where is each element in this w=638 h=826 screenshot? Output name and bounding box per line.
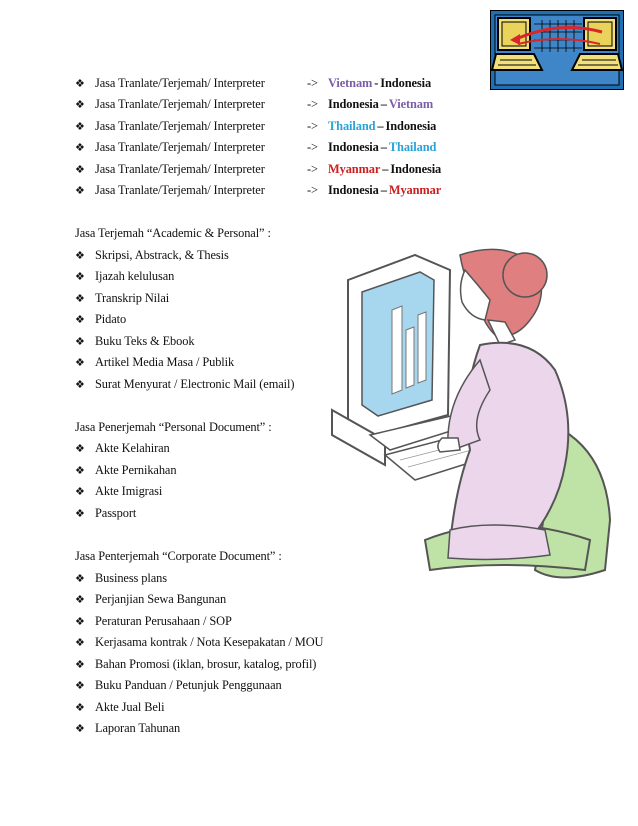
list-item bbox=[75, 245, 229, 265]
arrow-text: -> bbox=[307, 162, 318, 176]
bullet-diamond-icon: ❖ bbox=[75, 723, 85, 735]
list-item-label: Bahan Promosi (iklan, brosur, katalog, profil) bbox=[95, 657, 317, 671]
bullet-diamond-icon: ❖ bbox=[75, 121, 85, 133]
language-to: Vietnam bbox=[388, 97, 434, 111]
list-item-label: Business plans bbox=[95, 571, 167, 585]
list-item bbox=[75, 481, 162, 501]
bullet-diamond-icon: ❖ bbox=[75, 336, 85, 348]
list-item bbox=[75, 632, 323, 652]
language-from: Thailand bbox=[328, 119, 376, 133]
list-item-label: Akte Pernikahan bbox=[95, 463, 177, 477]
language-from: Myanmar bbox=[328, 162, 381, 176]
list-item-label: Pidato bbox=[95, 312, 127, 326]
bullet-diamond-icon: ❖ bbox=[75, 659, 85, 671]
section-heading-corporate-document: Jasa Penterjemah “Corporate Document” : bbox=[75, 549, 282, 563]
list-item bbox=[75, 718, 180, 738]
language-to: Thailand bbox=[388, 140, 437, 154]
translation-pair-row bbox=[75, 137, 436, 157]
bullet-diamond-icon: ❖ bbox=[75, 142, 85, 154]
separator: – bbox=[377, 119, 384, 133]
list-item-label: Buku Teks & Ebook bbox=[95, 334, 195, 348]
language-from: Vietnam bbox=[328, 76, 373, 90]
list-item bbox=[75, 675, 282, 695]
arrow-text: -> bbox=[307, 119, 318, 133]
translation-pair-row bbox=[75, 73, 431, 93]
list-item bbox=[75, 589, 226, 609]
bullet-diamond-icon: ❖ bbox=[75, 271, 85, 283]
list-item bbox=[75, 697, 165, 717]
language-to: Indonesia bbox=[390, 162, 442, 176]
language-to: Indonesia bbox=[385, 119, 437, 133]
bullet-diamond-icon: ❖ bbox=[75, 508, 85, 520]
list-item bbox=[75, 503, 136, 523]
bullet-diamond-icon: ❖ bbox=[75, 637, 85, 649]
list-item bbox=[75, 460, 176, 480]
list-item-label: Surat Menyurat / Electronic Mail (email) bbox=[95, 377, 295, 391]
translation-pair-row bbox=[75, 159, 441, 179]
list-item-label: Artikel Media Masa / Publik bbox=[95, 355, 235, 369]
computers-exchange-clipart-icon bbox=[490, 10, 624, 90]
bullet-diamond-icon: ❖ bbox=[75, 293, 85, 305]
separator: – bbox=[380, 183, 387, 197]
list-item-label: Buku Panduan / Petunjuk Penggunaan bbox=[95, 678, 282, 692]
woman-at-computer-clipart-icon bbox=[330, 240, 615, 585]
list-item bbox=[75, 654, 316, 674]
bullet-diamond-icon: ❖ bbox=[75, 486, 85, 498]
bullet-diamond-icon: ❖ bbox=[75, 379, 85, 391]
language-from: Indonesia bbox=[328, 140, 379, 154]
translation-pair-row bbox=[75, 94, 433, 114]
bullet-diamond-icon: ❖ bbox=[75, 99, 85, 111]
service-label: Jasa Tranlate/Terjemah/ Interpreter bbox=[95, 119, 265, 133]
bullet-diamond-icon: ❖ bbox=[75, 594, 85, 606]
separator: – bbox=[382, 162, 389, 176]
translation-pair-row bbox=[75, 180, 441, 200]
bullet-diamond-icon: ❖ bbox=[75, 465, 85, 477]
separator: – bbox=[380, 97, 387, 111]
list-item-label: Transkrip Nilai bbox=[95, 291, 170, 305]
bullet-diamond-icon: ❖ bbox=[75, 702, 85, 714]
list-item-label: Akte Kelahiran bbox=[95, 441, 170, 455]
list-item-label: Kerjasama kontrak / Nota Kesepakatan / MOU bbox=[95, 635, 324, 649]
bullet-diamond-icon: ❖ bbox=[75, 443, 85, 455]
bullet-diamond-icon: ❖ bbox=[75, 616, 85, 628]
translation-pair-row bbox=[75, 116, 436, 136]
service-label: Jasa Tranlate/Terjemah/ Interpreter bbox=[95, 140, 265, 154]
language-to: Myanmar bbox=[388, 183, 442, 197]
bullet-diamond-icon: ❖ bbox=[75, 680, 85, 692]
list-item-label: Laporan Tahunan bbox=[95, 721, 181, 735]
list-item bbox=[75, 568, 167, 588]
service-label: Jasa Tranlate/Terjemah/ Interpreter bbox=[95, 183, 265, 197]
list-item bbox=[75, 438, 170, 458]
list-item bbox=[75, 611, 232, 631]
list-item-label: Akte Jual Beli bbox=[95, 700, 165, 714]
list-item bbox=[75, 309, 126, 329]
list-item bbox=[75, 352, 234, 372]
list-item bbox=[75, 288, 169, 308]
list-item-label: Perjanjian Sewa Bangunan bbox=[95, 592, 227, 606]
list-item-label: Ijazah kelulusan bbox=[95, 269, 175, 283]
service-label: Jasa Tranlate/Terjemah/ Interpreter bbox=[95, 97, 265, 111]
language-to: Indonesia bbox=[380, 76, 432, 90]
service-label: Jasa Tranlate/Terjemah/ Interpreter bbox=[95, 162, 265, 176]
bullet-diamond-icon: ❖ bbox=[75, 573, 85, 585]
list-item bbox=[75, 374, 294, 394]
list-item-label: Skripsi, Abstrack, & Thesis bbox=[95, 248, 229, 262]
list-item bbox=[75, 266, 174, 286]
bullet-diamond-icon: ❖ bbox=[75, 250, 85, 262]
section-heading-academic: Jasa Terjemah “Academic & Personal” : bbox=[75, 226, 271, 240]
list-item-label: Passport bbox=[95, 506, 137, 520]
list-item-label: Akte Imigrasi bbox=[95, 484, 163, 498]
bullet-diamond-icon: ❖ bbox=[75, 78, 85, 90]
list-item bbox=[75, 331, 194, 351]
separator: - bbox=[374, 76, 379, 90]
arrow-text: -> bbox=[307, 76, 318, 90]
bullet-diamond-icon: ❖ bbox=[75, 357, 85, 369]
list-item-label: Peraturan Perusahaan / SOP bbox=[95, 614, 232, 628]
language-from: Indonesia bbox=[328, 183, 379, 197]
bullet-diamond-icon: ❖ bbox=[75, 164, 85, 176]
separator: – bbox=[380, 140, 387, 154]
arrow-text: -> bbox=[307, 183, 318, 197]
section-heading-personal-document: Jasa Penerjemah “Personal Document” : bbox=[75, 420, 272, 434]
service-label: Jasa Tranlate/Terjemah/ Interpreter bbox=[95, 76, 265, 90]
bullet-diamond-icon: ❖ bbox=[75, 314, 85, 326]
arrow-text: -> bbox=[307, 97, 318, 111]
arrow-text: -> bbox=[307, 140, 318, 154]
language-from: Indonesia bbox=[328, 97, 379, 111]
bullet-diamond-icon: ❖ bbox=[75, 185, 85, 197]
